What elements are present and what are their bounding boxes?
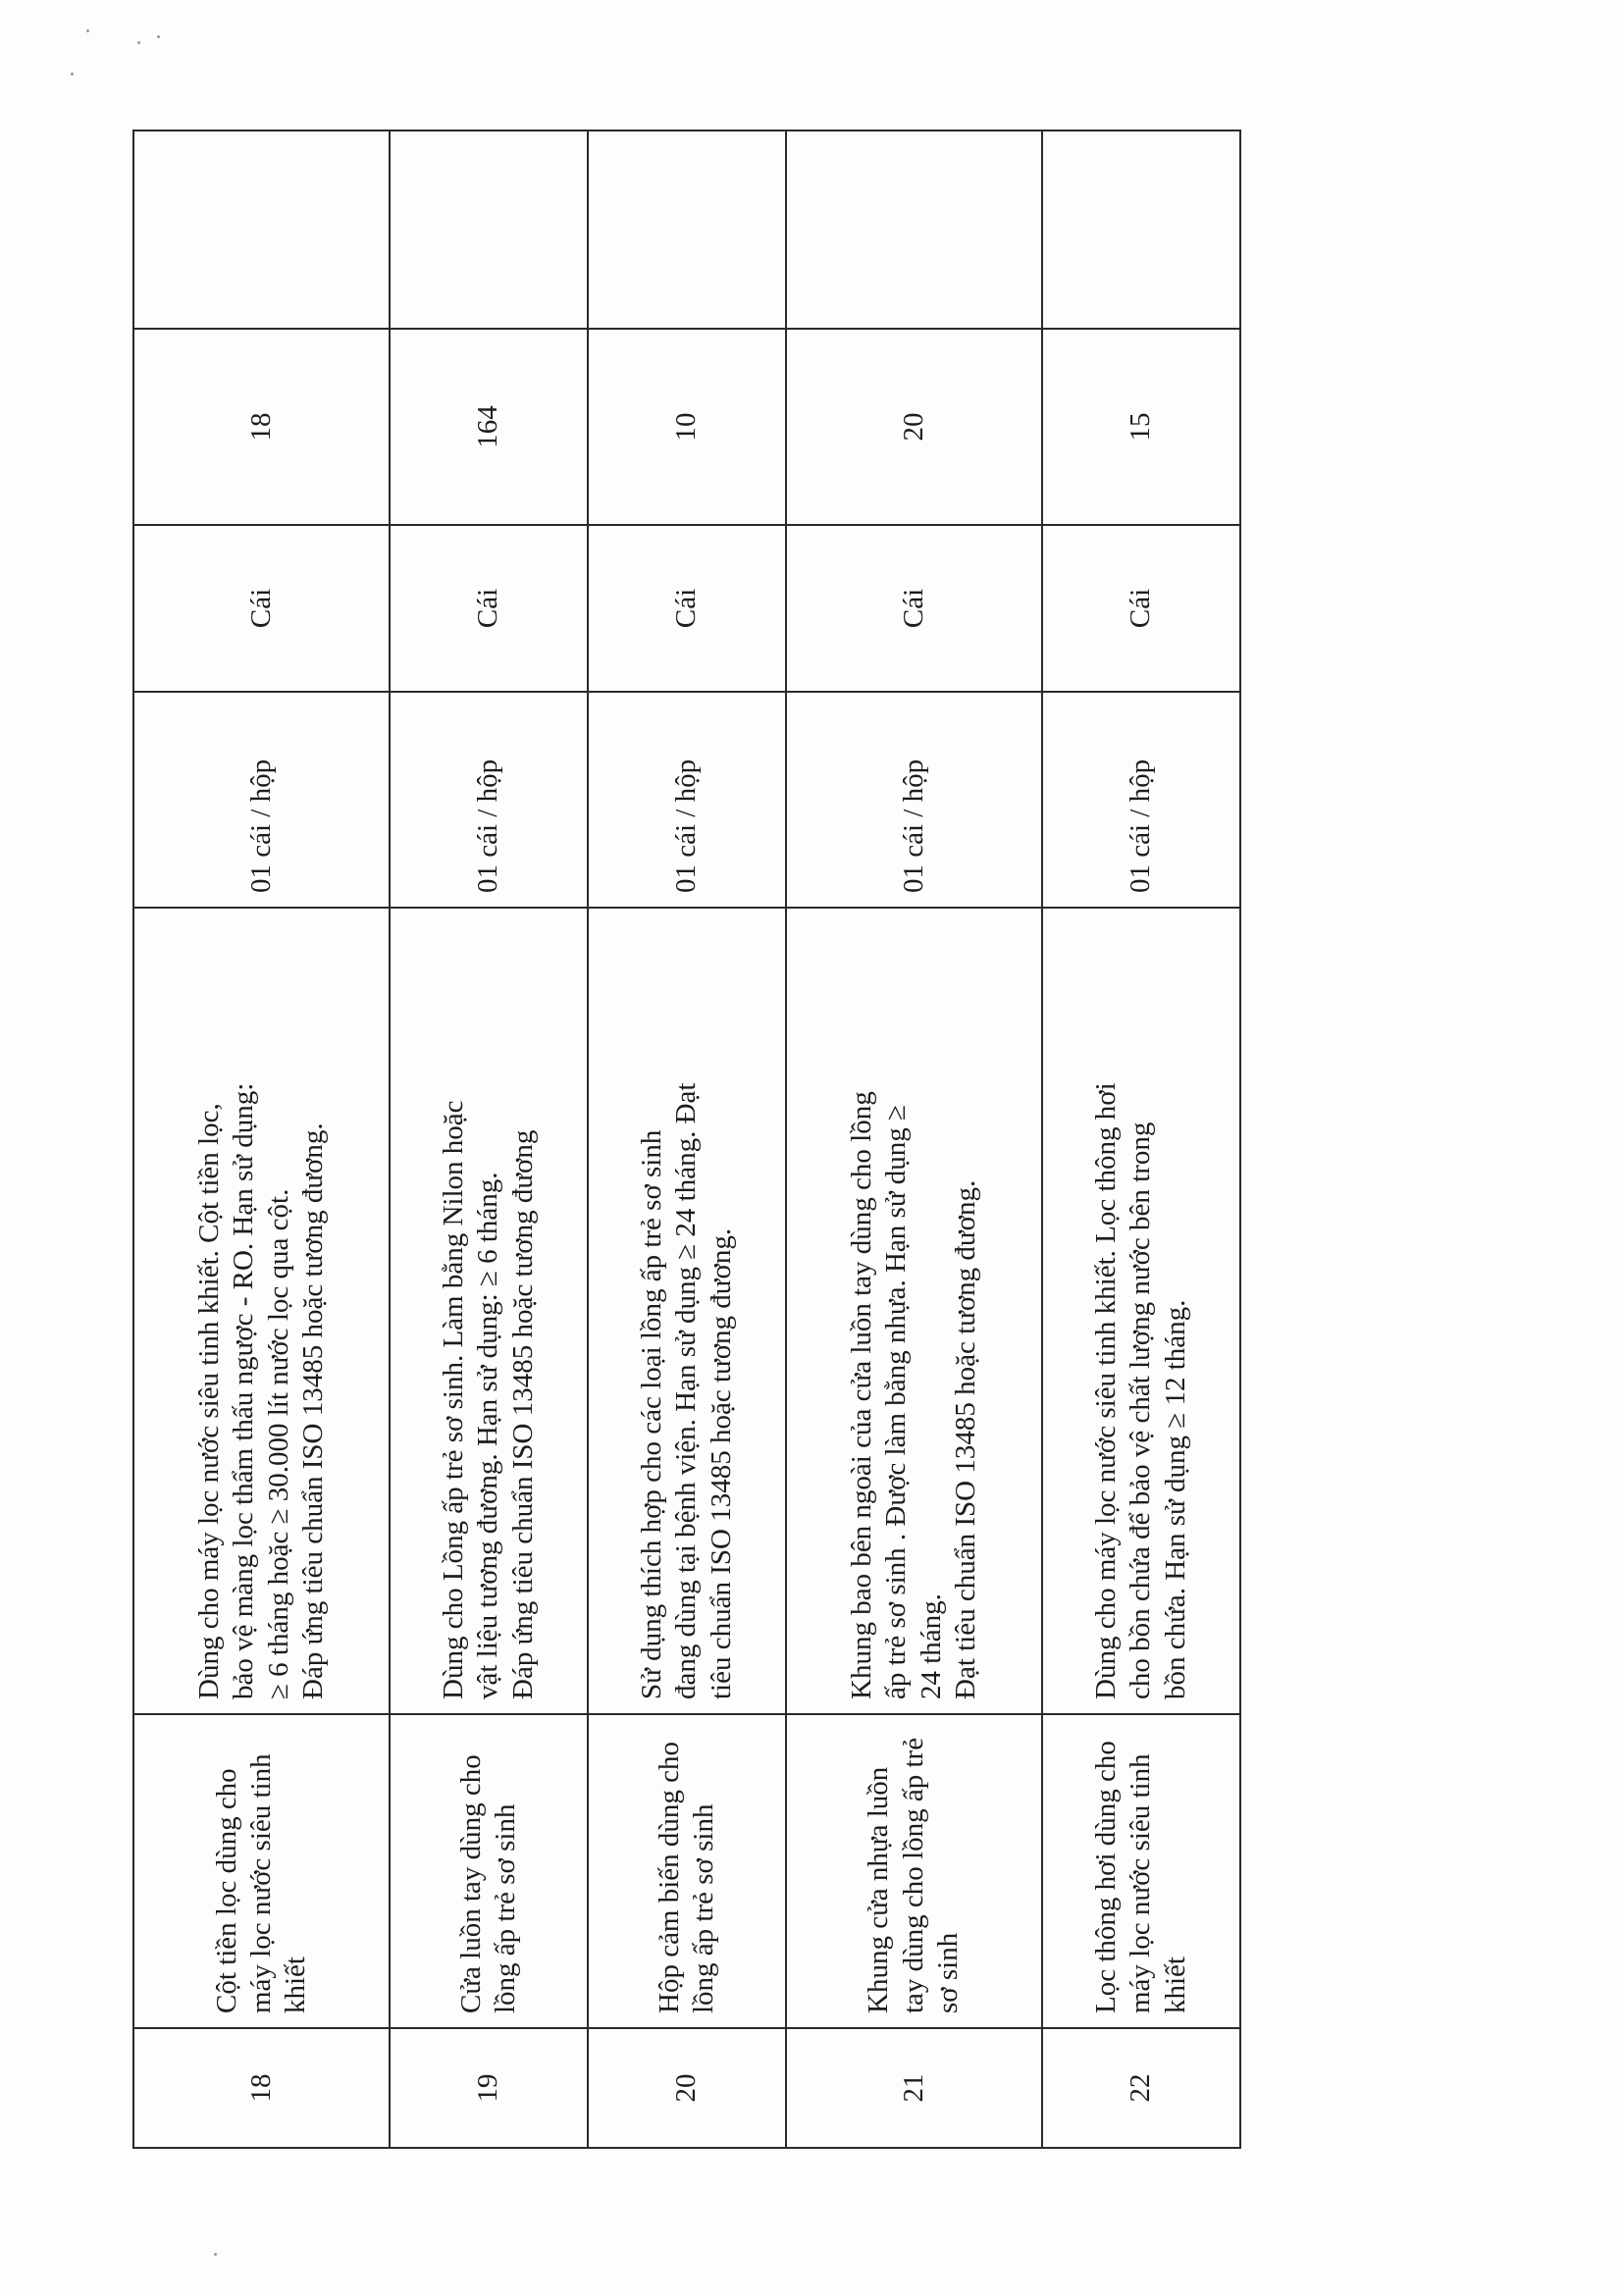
description-line: Sử dụng thích hợp cho các loại lồng ấp trẻ sơ sinh — [635, 1129, 667, 1699]
table-row — [133, 130, 390, 2148]
table-row — [390, 130, 588, 2148]
description-line: Khung bao bên ngoài của cửa luồn tay dùng cho lồng — [845, 1091, 877, 1699]
quantity: 20 — [786, 329, 1042, 525]
packaging: 01 cái / hộp — [390, 692, 588, 908]
item-name: Khung cửa nhựa luồn tay dùng cho lồng ấp trẻ sơ sinh — [786, 1714, 1042, 2028]
description-line: Dùng cho Lồng ấp trẻ sơ sinh. Làm bằng Nilon hoặc — [438, 1100, 470, 1699]
item-description — [786, 908, 1042, 1714]
item-name: Hộp cảm biến dùng cho lồng ấp trẻ sơ sinh — [588, 1714, 786, 2028]
rotated-table-wrapper — [132, 131, 1241, 2149]
item-description — [588, 908, 786, 1714]
description-line: Đạt tiêu chuẩn ISO 13485 hoặc tương đương. — [949, 1179, 981, 1699]
description-line: bồn chứa. Hạn sử dụng ≥ 12 tháng. — [1159, 1299, 1191, 1699]
row-number: 19 — [390, 2028, 588, 2148]
description-line: ấp trẻ sơ sinh . Được làm bằng nhựa. Hạn sử dụng ≥ — [880, 1105, 913, 1699]
description-line: tiêu chuẩn ISO 13485 hoặc tương đương. — [705, 1227, 737, 1699]
description-line: vật liệu tương đương. Hạn sử dụng: ≥ 6 tháng. — [472, 1172, 504, 1699]
unit: Cái — [390, 525, 588, 692]
description-line: cho bồn chứa để bảo vệ chất lượng nước bên trong — [1125, 1122, 1157, 1699]
packaging: 01 cái / hộp — [786, 692, 1042, 908]
equipment-table — [132, 130, 1241, 2149]
packaging: 01 cái / hộp — [1042, 692, 1240, 908]
note — [588, 130, 786, 329]
description-line: Dùng cho máy lọc nước siêu tinh khiết. Lọc thông hơi — [1090, 1082, 1122, 1699]
table-row — [786, 130, 1042, 2148]
unit: Cái — [588, 525, 786, 692]
row-number: 22 — [1042, 2028, 1240, 2148]
item-description — [390, 908, 588, 1714]
note — [133, 130, 390, 329]
unit: Cái — [133, 525, 390, 692]
table-row — [588, 130, 786, 2148]
table-row — [1042, 130, 1240, 2148]
item-description — [1042, 908, 1240, 1714]
row-number: 21 — [786, 2028, 1042, 2148]
description-line: Đáp ứng tiêu chuẩn ISO 13485 hoặc tương đương — [506, 1129, 539, 1699]
unit: Cái — [786, 525, 1042, 692]
description-line: đang dùng tại bệnh viện. Hạn sử dụng ≥ 24 tháng. Đạt — [670, 1082, 703, 1699]
quantity: 164 — [390, 329, 588, 525]
item-description — [133, 908, 390, 1714]
row-number: 18 — [133, 2028, 390, 2148]
description-line: ≥ 6 tháng hoặc ≥ 30.000 lít nước lọc qua cột. — [262, 1188, 294, 1699]
packaging: 01 cái / hộp — [133, 692, 390, 908]
description-line: Dùng cho máy lọc nước siêu tinh khiết. Cột tiền lọc, — [192, 1103, 225, 1699]
quantity: 15 — [1042, 329, 1240, 525]
unit: Cái — [1042, 525, 1240, 692]
description-line: bảo vệ màng lọc thẩm thấu ngược - RO. Hạn sử dụng: — [228, 1082, 260, 1699]
item-name: Cửa luồn tay dùng cho lồng ấp trẻ sơ sinh — [390, 1714, 588, 2028]
row-number: 20 — [588, 2028, 786, 2148]
item-name: Lọc thông hơi dùng cho máy lọc nước siêu tinh khiết — [1042, 1714, 1240, 2028]
note — [390, 130, 588, 329]
note — [1042, 130, 1240, 329]
item-name: Cột tiền lọc dùng cho máy lọc nước siêu tinh khiết — [133, 1714, 390, 2028]
packaging: 01 cái / hộp — [588, 692, 786, 908]
description-line: 24 tháng. — [915, 1593, 947, 1699]
quantity: 10 — [588, 329, 786, 525]
note — [786, 130, 1042, 329]
description-line: Đáp ứng tiêu chuẩn ISO 13485 hoặc tương đương. — [297, 1122, 329, 1699]
quantity: 18 — [133, 329, 390, 525]
